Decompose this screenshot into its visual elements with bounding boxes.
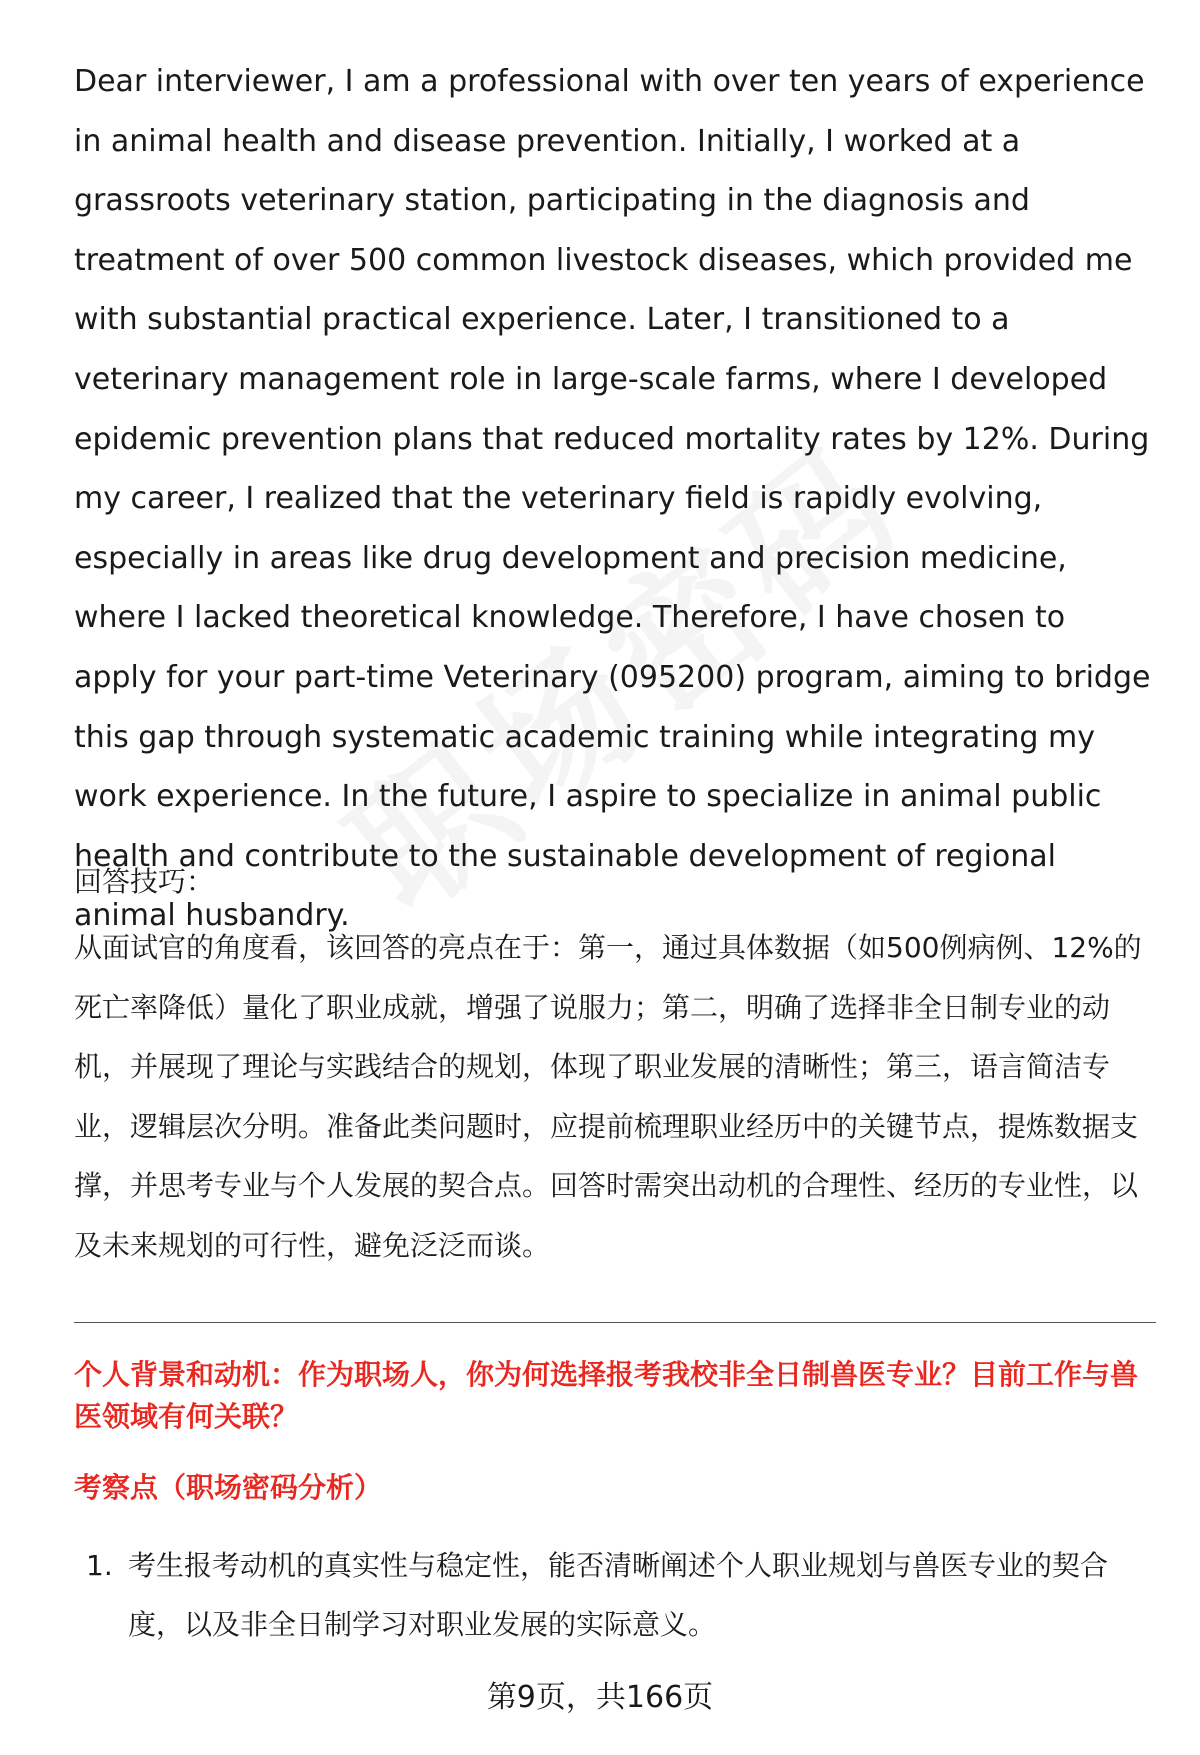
list-item-number: 1.	[86, 1549, 113, 1582]
section-divider	[74, 1322, 1156, 1323]
list-item	[74, 1536, 1159, 1654]
answer-paragraph: Dear interviewer, I am a professional with over ten years of experience in animal health and disease prevention. Initially, I worked at a grassroots veterinary station, participating in the diagnosis and treatment of over 500 common livestock diseases, which provided me with substantial practical experience. Later, I transitioned to a veterinary management role in large-scale farms, where I developed epidemic prevention plans that reduced mortality rates by 12%. During my career, I realized that the veterinary field is rapidly evolving, especially in areas like drug development and precision medicine, where I lacked theoretical knowledge. Therefore, I have chosen to apply for your part-time Veterinary (095200) program, aiming to bridge this gap through systematic academic training while integrating my work experience. In the future, I aspire to specialize in animal public health and contribute to the sustainable development of regional animal husbandry.	[74, 64, 1151, 934]
tips-label: 回答技巧：	[74, 865, 215, 898]
list-item-text: 考生报考动机的真实性与稳定性，能否清晰阐述个人职业规划与兽医专业的契合度，以及非全日制学习对职业发展的实际意义。	[128, 1549, 1109, 1641]
assessment-points-heading: 考察点（职场密码分析）	[74, 1471, 383, 1504]
assessment-points-list	[74, 1536, 1159, 1654]
tips-paragraph: 从面试官的角度看，该回答的亮点在于：第一，通过具体数据（如500例病例、12%的死亡率降低）量化了职业成就，增强了说服力；第二，明确了选择非全日制专业的动机，并展现了理论与实践结合的规划，体现了职业发展的清晰性；第三，语言简洁专业，逻辑层次分明。准备此类问题时，应提前梳理职业经历中的关键节点，提炼数据支撑，并思考专业与个人发展的契合点。回答时需突出动机的合理性、经历的专业性，以及未来规划的可行性，避免泛泛而谈。	[74, 931, 1142, 1262]
page-number-footer: 第9页，共166页	[486, 1680, 714, 1715]
question-heading: 个人背景和动机：作为职场人，你为何选择报考我校非全日制兽医专业？目前工作与兽医领域有何关联？	[74, 1358, 1139, 1433]
